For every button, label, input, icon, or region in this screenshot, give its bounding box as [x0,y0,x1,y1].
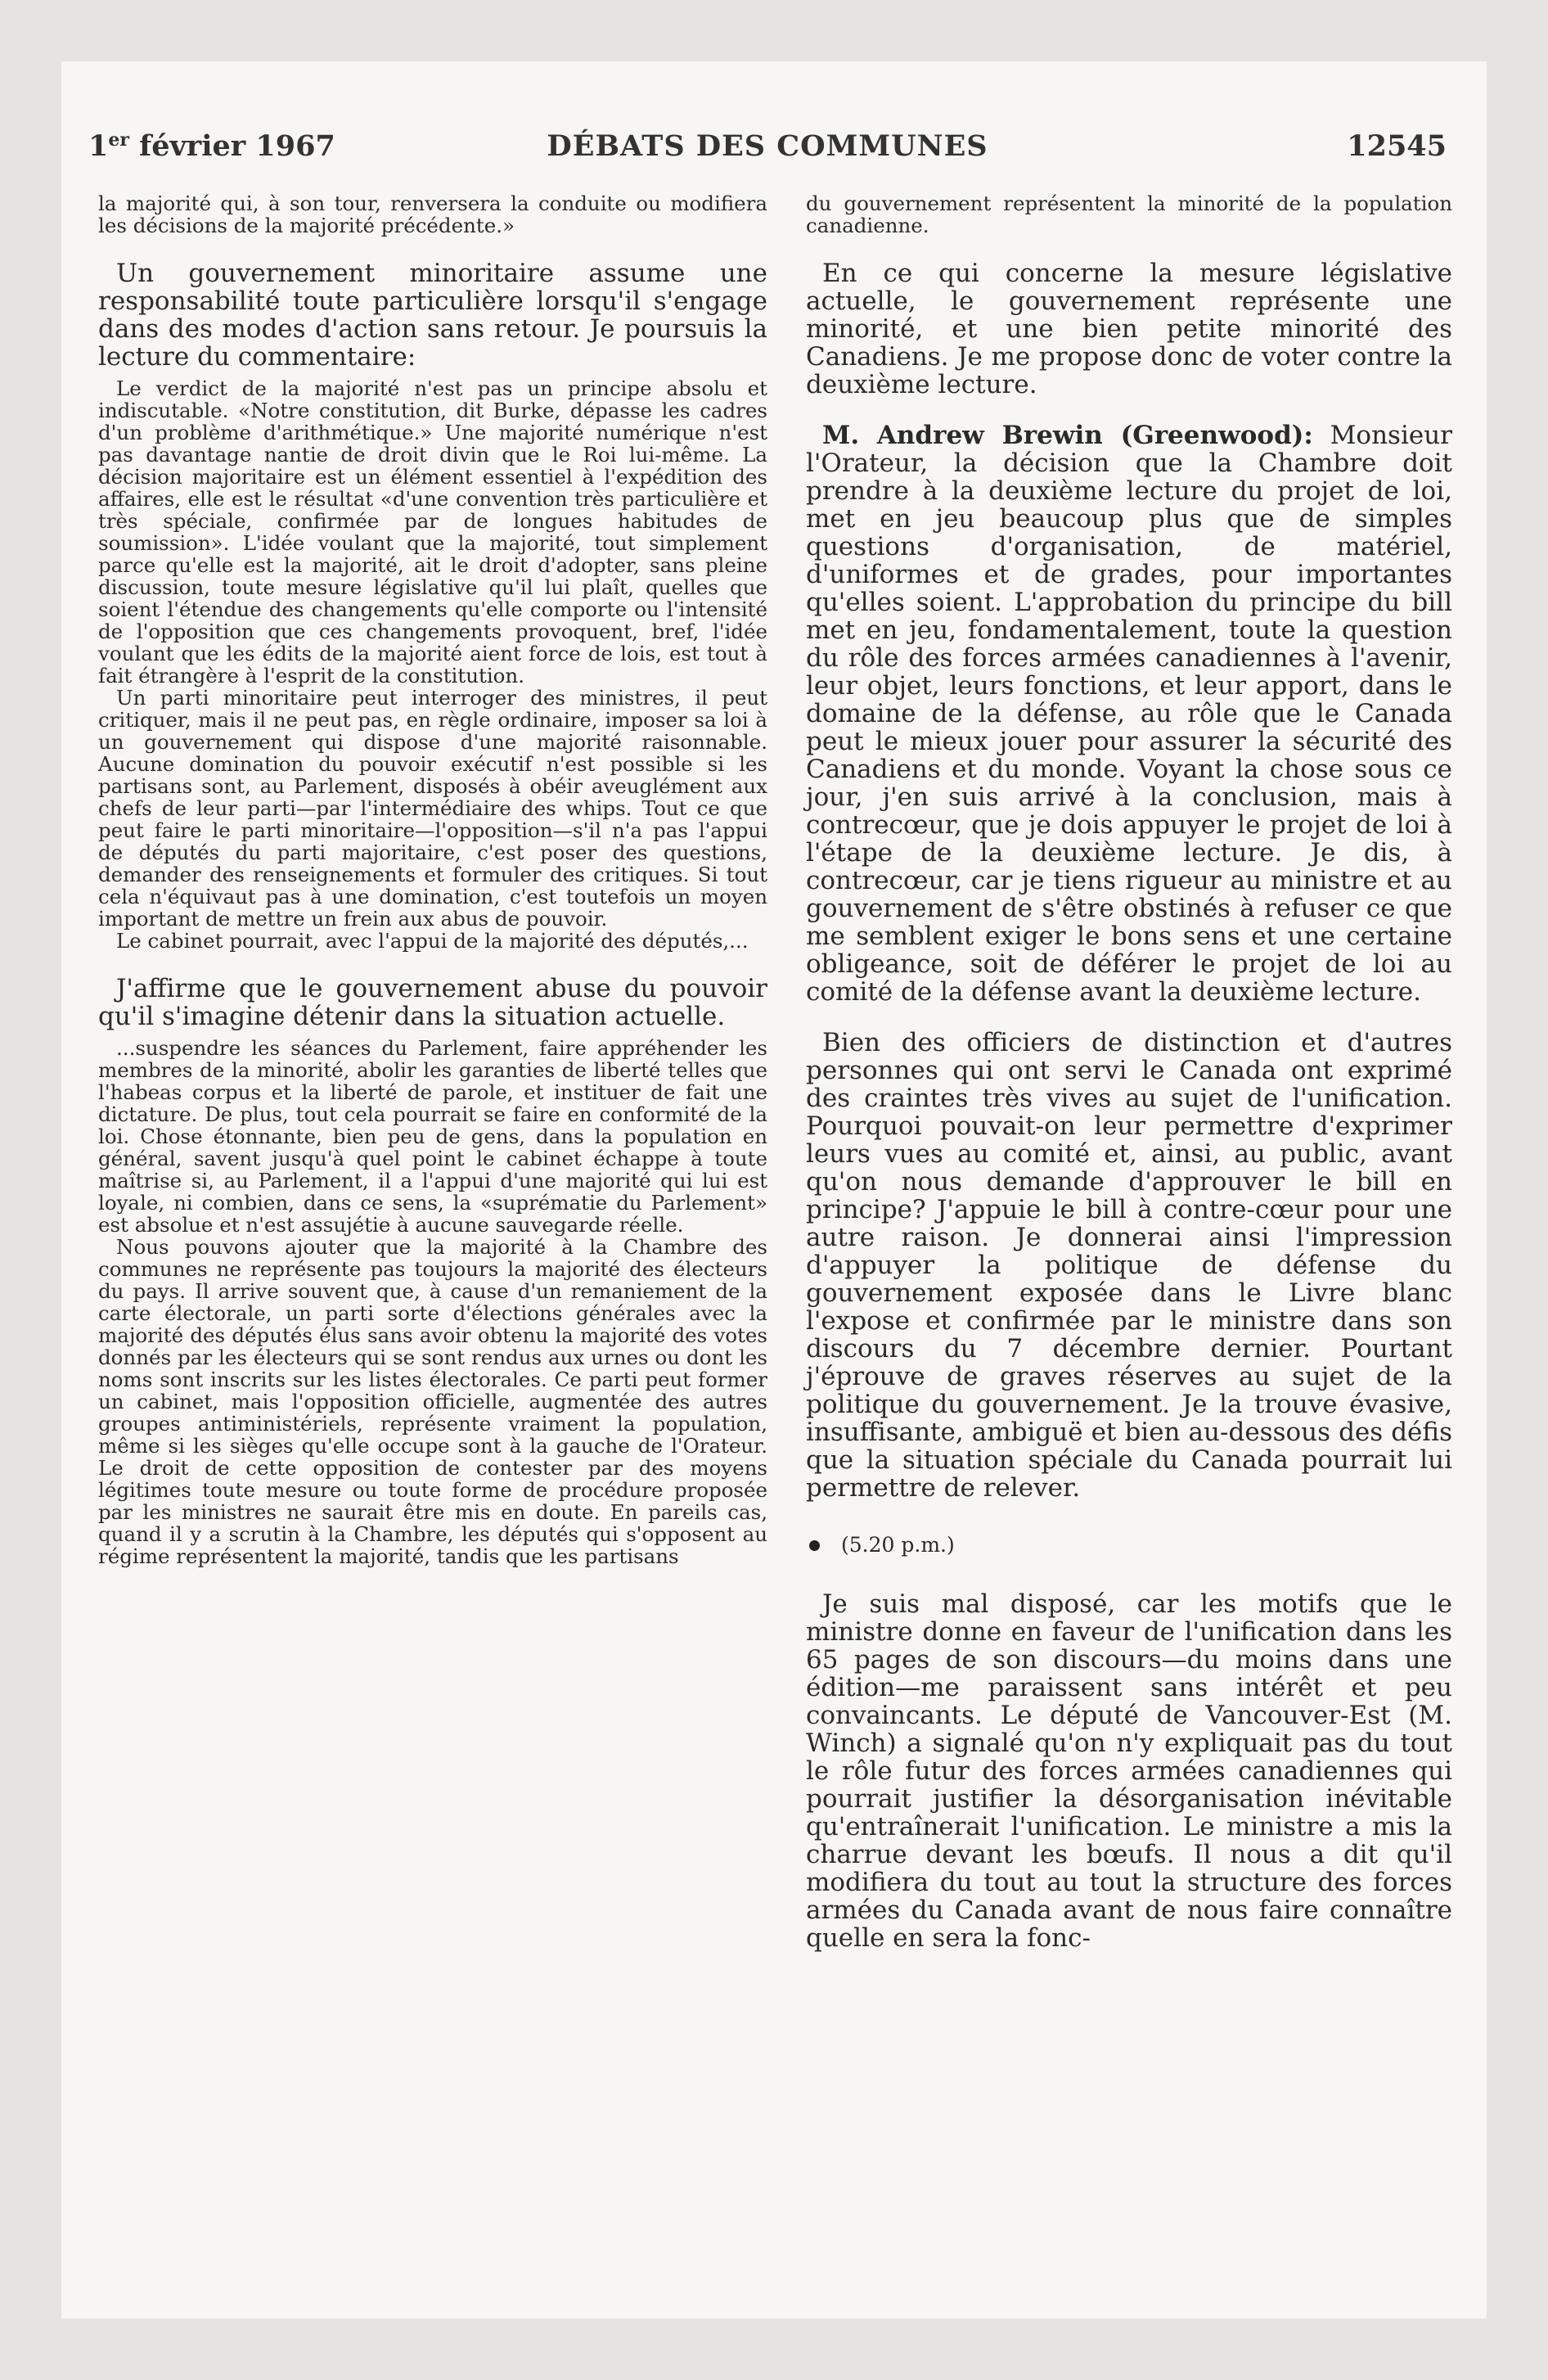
page-number: 12545 [1347,129,1447,163]
speech-paragraph: Un gouvernement minoritaire assume une responsabilité toute particulière lorsqu'il s'engage dans des modes d'action sans retour. Je poursuis la lecture du commentaire: [98,259,767,372]
bullet-icon [809,1540,820,1551]
page-header [88,129,1447,170]
speech-paragraph: Je suis mal disposé, car les motifs que le ministre donne en faveur de l'unification dans les 65 pages de son discours—du moins dans une édition—me paraissent sans intérêt et peu convaincants. Le député de Vancouver-Est (M. Winch) a signalé qu'on n'y expliquait pas du tout le rôle futur des forces armées canadiennes qui pourrait justifier la désorganisation inévitable qu'entraînerait l'unification. Le ministre a mis la charrue devant les bœufs. Il nous a dit qu'il modifiera du tout au tout la structure des forces armées du Canada avant de nous faire connaître quelle en sera la fonc- [806,1589,1452,1953]
quoted-commentary: ...suspendre les séances du Parlement, faire appréhender les membres de la minorité, abolir les garanties de liberté telles que l'habeas corpus et la liberté de parole, et instituer de fait une dictature. De plus, tout cela pourrait se faire en conformité de la loi. Chose étonnante, bien peu de gens, dans la population en général, savent jusqu'à quel point le cabinet échappe à toute maîtrise si, au Parlement, il a l'appui d'une majorité qui lui est loyale, ni combien, dans ce sens, la «suprématie du Parlement» est absolue et n'est assujétie à aucune sauvegarde réelle. [98,1036,767,1237]
speech-paragraph: du gouvernement représentent la minorité de la population canadienne. [806,192,1452,237]
speech-paragraph: J'affirme que le gouvernement abuse du pouvoir qu'il s'imagine détenir dans la situation actuelle. [98,974,767,1031]
right-column [806,192,1452,1952]
header-date: 1er février 1967 [88,129,335,163]
header-title: DÉBATS DES COMMUNES [547,129,988,163]
speech-paragraph: Bien des officiers de distinction et d'autres personnes qui ont servi le Canada ont exprimé des craintes très vives au sujet de l'unification. Pourquoi pouvait-on leur permettre d'exprimer leurs vues au comité et, ainsi, au public, avant qu'on nous demande d'approuver le bill en principe? J'appuie le bill à contre-cœur pour une autre raison. Je donnerai ainsi l'impression d'appuyer la politique de défense du gouvernement exposée dans le Livre blanc l'expose et confirmée par le ministre dans son discours du 7 décembre dernier. Pourtant j'éprouve de graves réserves au sujet de la politique du gouvernement. Je la trouve évasive, insuffisante, ambiguë et bien au-dessous des défis que la situation spéciale du Canada pourrait lui permettre de relever. [806,1028,1452,1503]
left-column [98,192,767,1567]
quoted-commentary: Le verdict de la majorité n'est pas un principe absolu et indiscutable. «Notre constitution, dit Burke, dépasse les cadres d'un problème d'arithmétique.» Une majorité numérique n'est pas davantage nantie de droit divin que le Roi lui-même. La décision majoritaire est un élément essentiel à l'expédition des affaires, elle est le résultat «d'une convention très particulière et très spéciale, confirmée par de longues habitudes de soumission». L'idée voulant que la majorité, tout simplement parce qu'elle est la majorité, ait le droit d'adopter, sans pleine discussion, toute mesure législative qu'il lui plaît, quelles que soient l'étendue des changements qu'elle comporte ou l'intensité de l'opposition que ces changements provoquent, bref, l'idée voulant que les édits de la majorité aient force de lois, est tout à fait étrangère à l'esprit de la constitution. [98,376,767,687]
quoted-commentary: Un parti minoritaire peut interroger des ministres, il peut critiquer, mais il ne peut pas, en règle ordinaire, imposer sa loi à un gouvernement qui dispose d'une majorité raisonnable. Aucune domination du pouvoir exécutif n'est possible si les partisans sont, au Parlement, disposés à obéir aveuglément aux chefs de leur parti—par l'intermédiaire des whips. Tout ce que peut faire le parti minoritaire—l'opposition—s'il n'a pas l'appui de députés du parti majoritaire, c'est poser des questions, demander des renseignements et formuler des critiques. Si tout cela n'équivaut pas à une domination, c'est toutefois un moyen important de mettre un frein aux abus de pouvoir. [98,686,767,931]
time-marker [806,1533,1452,1557]
speech-paragraph: En ce qui concerne la mesure législative actuelle, le gouvernement représente une minorité, et une bien petite minorité des Canadiens. Je me propose donc de voter contre la deuxième lecture. [806,259,1452,399]
speaker-name: M. Andrew Brewin (Greenwood): [822,421,1313,450]
quoted-commentary: Nous pouvons ajouter que la majorité à la Chambre des communes ne représente pas toujours la majorité des électeurs du pays. Il arrive souvent que, à cause d'un remaniement de la carte électorale, un parti sorte d'élections générales avec la majorité des députés élus sans avoir obtenu la majorité des votes donnés par les électeurs qui se sont rendus aux urnes ou dont les noms sont inscrits sur les listes électorales. Ce parti peut former un cabinet, mais l'opposition officielle, augmentée des autres groupes antiministériels, représente vraiment la population, même si les sièges qu'elle occupe sont à la gauche de l'Orateur. Le droit de cette opposition de contester par des moyens légitimes toute mesure ou toute forme de procédure proposée par les ministres ne saurait être mis en doute. En pareils cas, quand il y a scrutin à la Chambre, les députés qui s'opposent au régime représentent la majorité, tandis que les partisans [98,1235,767,1568]
time-text: (5.20 p.m.) [841,1533,955,1557]
speech-paragraph: M. Andrew Brewin (Greenwood): Monsieur l'Orateur, la décision que la Chambre doit prendre à la deuxième lecture du projet de loi, met en jeu beaucoup plus que de simples questions d'organisation, de matériel, d'uniformes et de grades, pour importantes qu'elles soient. L'approbation du principe du bill met en jeu, fondamentalement, toute la question du rôle des forces armées canadiennes à l'avenir, leur objet, leurs fonctions, et leur apport, dans le domaine de la défense, au rôle que le Canada peut le mieux jouer pour assurer la sécurité des Canadiens et du monde. Voyant la chose sous ce jour, j'en suis arrivé à la conclusion, mais à contrecœur, que je dois appuyer le projet de loi à l'étape de la deuxième lecture. Je dis, à contrecœur, car je tiens rigueur au ministre et au gouvernement de s'être obstinés à refuser ce que me semblent exiger le bons sens et une certaine obligeance, soit de déférer le projet de loi au comité de la défense avant la deuxième lecture. [806,421,1452,1007]
quoted-commentary: Le cabinet pourrait, avec l'appui de la majorité des députés,... [116,929,749,953]
quote-continuation: la majorité qui, à son tour, renversera la conduite ou modifiera les décisions de la majorité précédente.» [98,192,767,237]
